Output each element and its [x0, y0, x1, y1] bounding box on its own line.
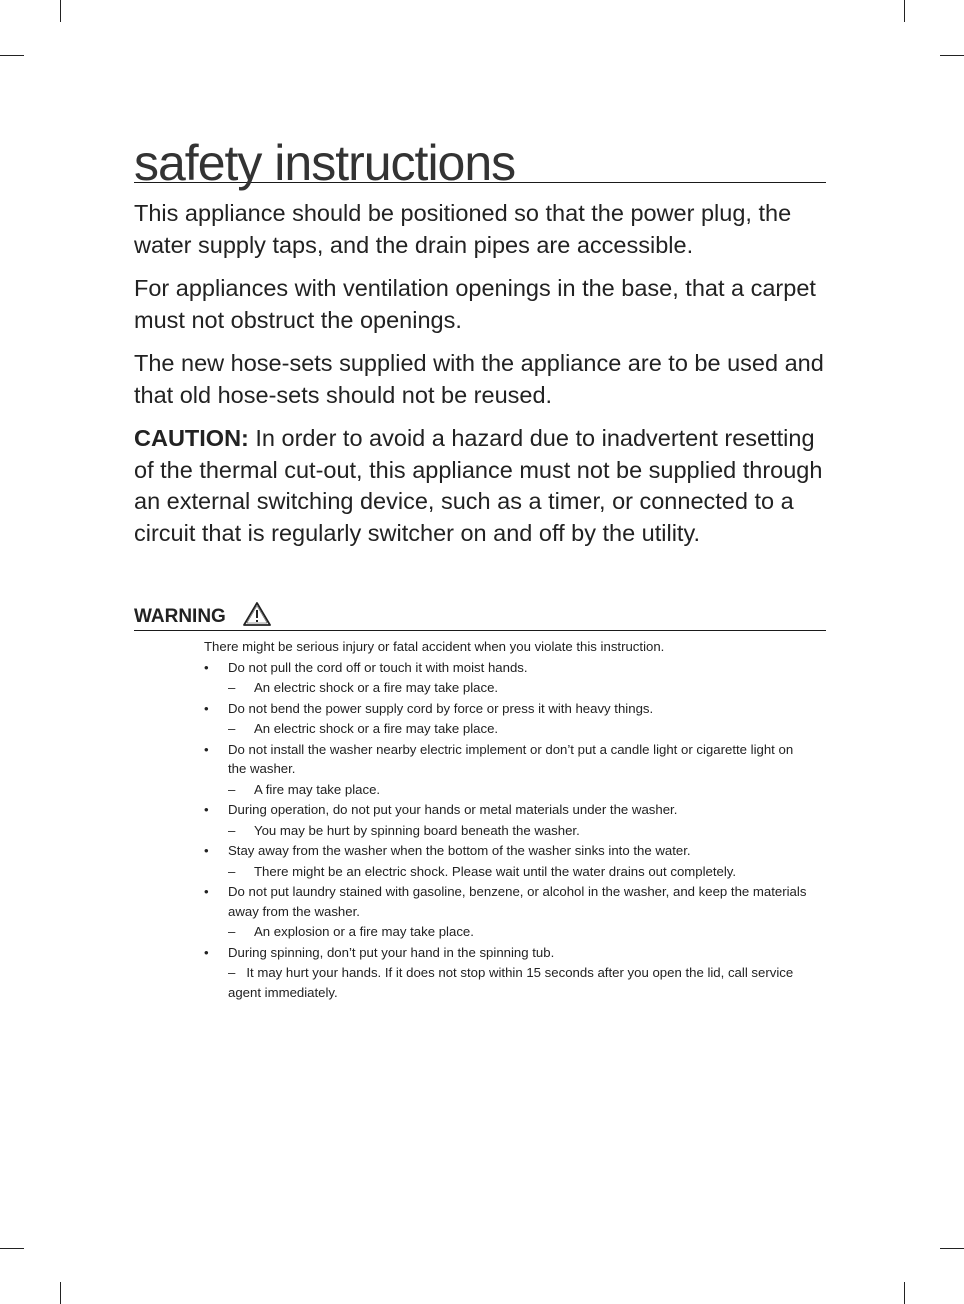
dash: –	[228, 965, 236, 980]
dash: –	[228, 822, 236, 838]
bullet: •	[204, 741, 209, 757]
bullet: •	[204, 700, 209, 716]
sub-item	[204, 780, 814, 800]
warning-triangle-icon	[242, 601, 272, 627]
crop-mark	[940, 55, 964, 56]
bullet: •	[204, 843, 209, 858]
list-item	[204, 699, 814, 719]
dash: –	[228, 781, 236, 797]
intro-paragraphs	[134, 198, 834, 561]
warning-header	[134, 600, 826, 631]
sub-text: There might be an electric shock. Please wait until the water drains out completely.	[254, 863, 737, 879]
warning-label: WARNING	[134, 606, 226, 627]
sub-text: An explosion or a fire may take place.	[254, 924, 474, 939]
bullet: •	[204, 944, 209, 960]
paragraph: For appliances with ventilation openings in the base, that a carpet must not obstruct the openings.	[134, 275, 816, 333]
item-text: During spinning, don’t put your hand in the spinning tub.	[228, 944, 555, 960]
dash: –	[228, 924, 236, 939]
sub-text: A fire may take place.	[254, 781, 381, 797]
sub-text: An electric shock or a fire may take place.	[254, 680, 499, 695]
list-item	[204, 740, 814, 779]
sub-text: You may be hurt by spinning board beneath the washer.	[254, 822, 580, 838]
item-text: Do not install the washer nearby electric implement or don’t put a candle light or cigarette light on the washer.	[228, 741, 794, 776]
dash: –	[228, 721, 236, 736]
crop-mark	[60, 0, 61, 22]
bullet: •	[204, 884, 209, 899]
list-item	[204, 943, 814, 963]
paragraph: This appliance should be positioned so that the power plug, the water supply taps, and the drain pipes are accessible.	[134, 200, 792, 258]
bullet: •	[204, 659, 209, 675]
sub-item	[204, 678, 814, 698]
item-text: Do not bend the power supply cord by force or press it with heavy things.	[228, 700, 654, 716]
list-item	[204, 658, 814, 678]
list-item	[204, 800, 814, 820]
sub-text: It may hurt your hands. If it does not stop within 15 seconds after you open the lid, call service agent immediately.	[228, 965, 794, 1000]
item-text: Do not put laundry stained with gasoline, benzene, or alcohol in the washer, and keep the materials away from the washer.	[228, 884, 807, 919]
sub-item	[204, 821, 814, 841]
bullet: •	[204, 802, 209, 817]
sub-item	[204, 862, 814, 882]
item-text: During operation, do not put your hands or metal materials under the washer.	[228, 802, 678, 817]
crop-mark	[904, 0, 905, 22]
caution-label: CAUTION:	[134, 425, 249, 451]
caution-paragraph	[134, 423, 834, 549]
item-text: Do not pull the cord off or touch it with moist hands.	[228, 659, 528, 675]
warning-intro: There might be serious injury or fatal accident when you violate this instruction.	[204, 639, 665, 654]
list-item	[204, 882, 814, 921]
sub-text: An electric shock or a fire may take place.	[254, 721, 499, 736]
caution-text: In order to avoid a hazard due to inadvertent resetting of the thermal cut-out, this appliance must not be supplied through an external switching device, such as a timer, or connected to a circuit that is regularly switcher on and off by the utility.	[134, 425, 823, 546]
sub-item	[204, 922, 814, 942]
dash: –	[228, 680, 236, 695]
dash: –	[228, 863, 236, 879]
crop-mark	[60, 1282, 61, 1304]
crop-mark	[0, 55, 24, 56]
title-row	[134, 132, 826, 191]
crop-mark	[904, 1282, 905, 1304]
sub-item	[204, 719, 814, 739]
sub-item	[204, 963, 814, 1002]
crop-mark	[0, 1248, 24, 1249]
warning-list	[204, 637, 814, 1003]
list-item	[204, 841, 814, 861]
page-title: safety instructions	[134, 135, 516, 191]
paragraph: The new hose-sets supplied with the appliance are to be used and that old hose-sets should not be reused.	[134, 350, 824, 408]
item-text: Stay away from the washer when the bottom of the washer sinks into the water.	[228, 843, 691, 858]
crop-mark	[940, 1248, 964, 1249]
